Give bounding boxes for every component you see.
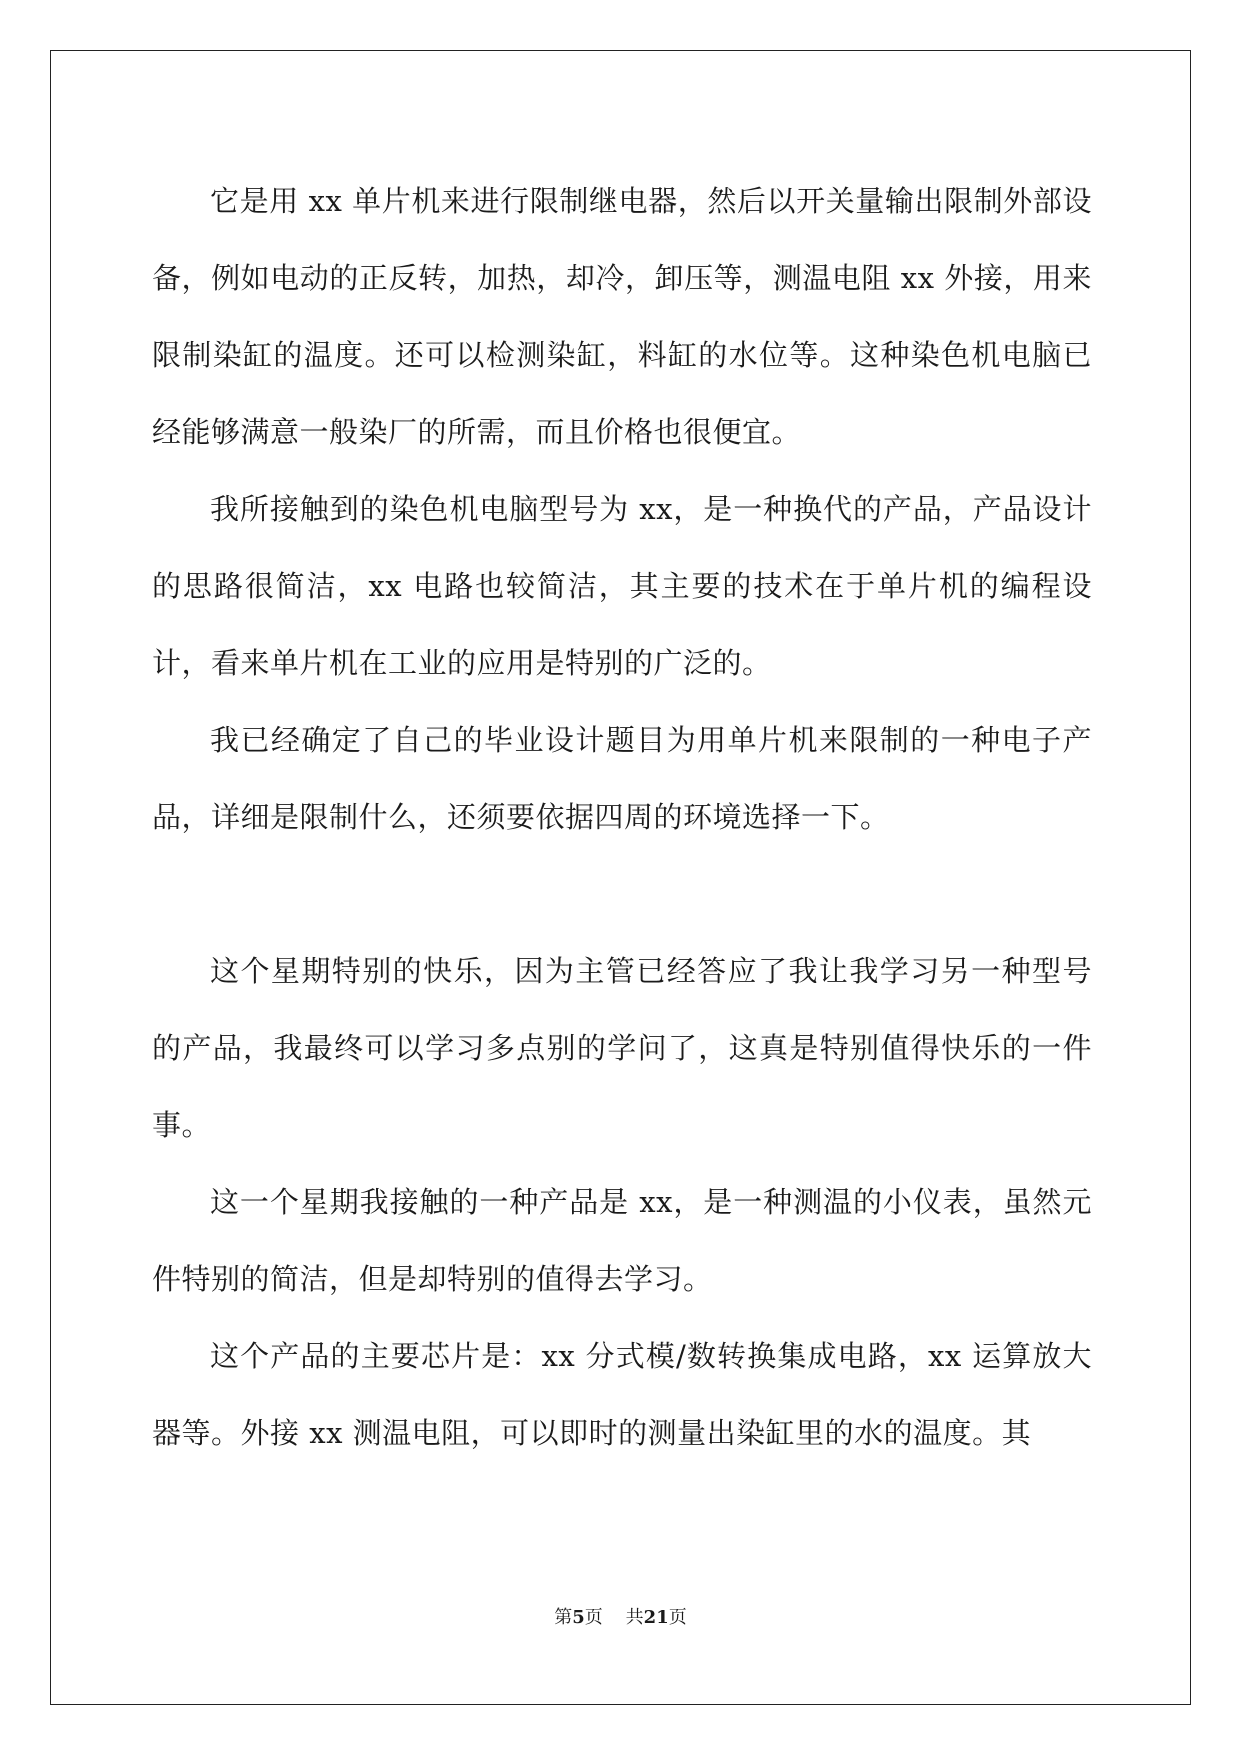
footer-page-suffix: 页: [584, 1607, 603, 1628]
current-page-number: 5: [572, 1607, 585, 1628]
total-page-count: 21: [643, 1607, 669, 1628]
paragraph: 我所接触到的染色机电脑型号为 xx，是一种换代的产品，产品设计的思路很简洁，xx 电路也较简洁，其主要的技术在于单片机的编程设计，看来单片机在工业的应用是特别的广泛的。: [152, 492, 1092, 680]
footer-total-suffix: 页: [668, 1607, 687, 1628]
paragraph: 这个星期特别的快乐，因为主管已经答应了我让我学习另一种型号的产品，我最终可以学习多点别的学问了，这真是特别值得快乐的一件事。: [152, 954, 1092, 1142]
paragraph: 这一个星期我接触的一种产品是 xx，是一种测温的小仪表，虽然元件特别的简洁，但是却特别的值得去学习。: [152, 1185, 1092, 1296]
paragraph: 这个产品的主要芯片是：xx 分式模/数转换集成电路，xx 运算放大器等。外接 xx 测温电阻，可以即时的测量出染缸里的水的温度。其: [152, 1339, 1092, 1450]
page-footer: [0, 1606, 1241, 1630]
section-gap: [152, 856, 1092, 933]
paragraph: 我已经确定了自己的毕业设计题目为用单片机来限制的一种电子产品，详细是限制什么，还须要依据四周的环境选择一下。: [152, 723, 1092, 834]
paragraph: 它是用 xx 单片机来进行限制继电器，然后以开关量输出限制外部设备，例如电动的正反转，加热，却冷，卸压等，测温电阻 xx 外接，用来限制染缸的温度。还可以检测染缸，料缸的水位等。这种染色机电脑已经能够满意一般染厂的所需，而且价格也很便宜。: [152, 184, 1092, 449]
document-body: [152, 163, 1092, 1472]
footer-total-prefix: 共: [625, 1607, 644, 1628]
footer-prefix: 第: [554, 1607, 573, 1628]
